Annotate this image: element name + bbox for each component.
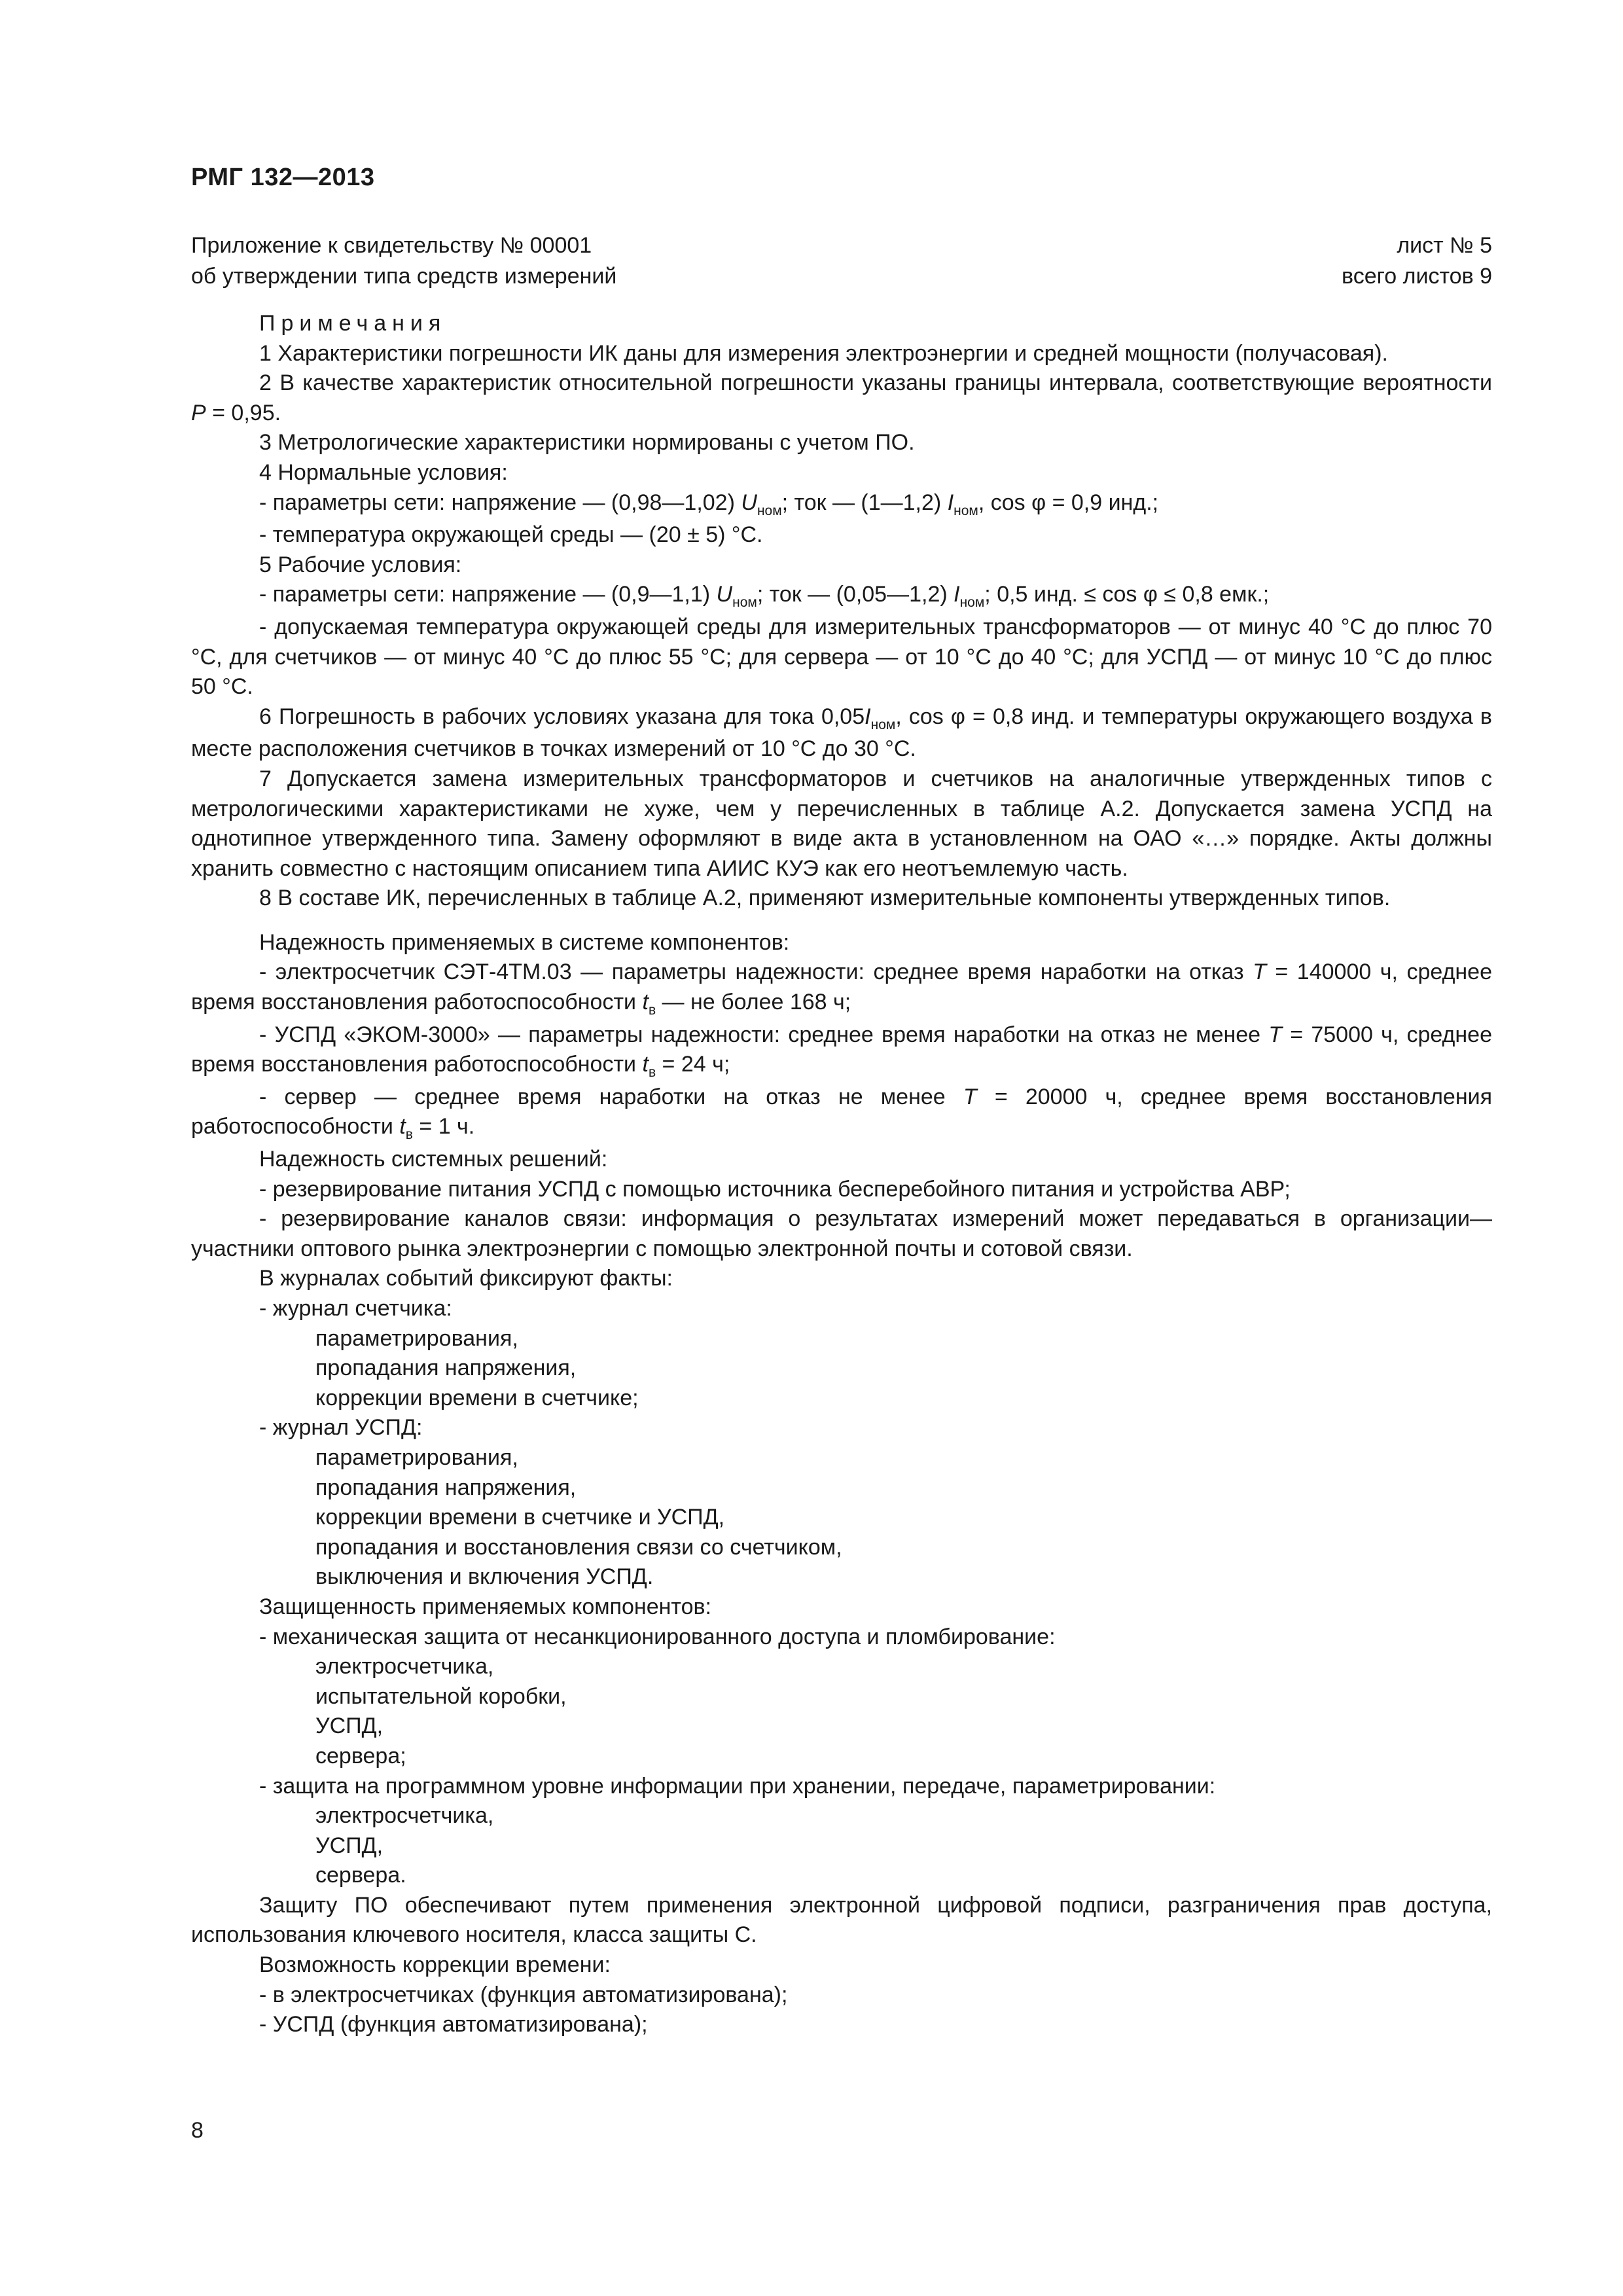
document-code: РМГ 132—2013: [191, 164, 375, 191]
page-number: 8: [191, 2118, 204, 2143]
mechanical-protection-title: - механическая защита от несанкционированного доступа и пломбирование:: [259, 1624, 1056, 1649]
header-left-line-1: Приложение к свидетельству № 00001: [191, 233, 592, 258]
list-item: электросчетчика,: [315, 1803, 494, 1829]
list-item: коррекции времени в счетчике;: [315, 1385, 639, 1410]
meter-log-title: - журнал счетчика:: [259, 1296, 452, 1321]
time-correction-title: Возможность коррекции времени:: [259, 1952, 611, 1978]
list-item: сервера.: [315, 1863, 406, 1888]
list-item: испытательной коробки,: [315, 1683, 567, 1709]
note-8: 8 В составе ИК, перечисленных в таблице А.2, применяют измерительные компоненты утвержденных типов.: [259, 886, 1391, 911]
list-item: УСПД,: [315, 1833, 383, 1858]
note-5-temperature: - допускаемая температура окружающей среды для измерительных трансформаторов — от минус 40 °С до плюс 70 °С, для счетчиков — от минус 40 °С до плюс 55 °С; для сервера — от 10 °С до 40 °С; для УСПД — от минус 10 °С до плюс 50 °С.: [191, 614, 1492, 700]
note-4: 4 Нормальные условия:: [259, 459, 508, 485]
reliability-uspd: - УСПД «ЭКОМ-3000» — параметры надежности: среднее время наработки на отказ не менее T = 75000 ч, среднее время восстановления работоспособности $t_в = 24$ ч;: [191, 1022, 1492, 1081]
system-channel-reserve: - резервирование каналов связи: информация о результатах измерений может передаваться в организации—участники оптового рынка электроэнергии с помощью электронной почты и сотовой связи.: [191, 1206, 1492, 1261]
reliability-server: - сервер — среднее время наработки на отказ не менее T = 20000 ч, среднее время восстановления работоспособности $t_в = 1$ ч.: [191, 1084, 1493, 1143]
list-item: пропадания напряжения,: [315, 1475, 577, 1500]
note-2: 2 В качестве характеристик относительной погрешности указаны границы интервала, соответствующие вероятности P = 0,95.: [191, 370, 1492, 425]
note-5: 5 Рабочие условия:: [259, 552, 462, 577]
list-item: УСПД,: [315, 1713, 383, 1739]
list-item: электросчетчика,: [315, 1654, 494, 1679]
list-item: - в электросчетчиках (функция автоматизирована);: [259, 1982, 788, 2007]
system-title: Надежность системных решений:: [259, 1147, 608, 1172]
total-sheets: всего листов 9: [1342, 264, 1492, 289]
list-item: параметрирования,: [315, 1444, 518, 1470]
list-item: сервера;: [315, 1743, 406, 1768]
note-6: 6 Погрешность в рабочих условиях указана для тока $0,05I_{ном}$, cos φ = 0,8 инд. и температуры окружающего воздуха в месте расположения счетчиков в точках измерений от 10 °С до 30 °С.: [191, 704, 1492, 762]
system-power-reserve: - резервирование питания УСПД с помощью источника бесперебойного питания и устройства АВР;: [259, 1176, 1291, 1202]
header-left-line-2: об утверждении типа средств измерений: [191, 264, 617, 289]
protection-title: Защищенность применяемых компонентов:: [259, 1594, 711, 1619]
uspd-log-title: - журнал УСПД:: [259, 1415, 423, 1441]
list-item: выключения и включения УСПД.: [315, 1564, 654, 1590]
document-body: [191, 309, 1492, 2040]
appendix-header-right: [1342, 230, 1492, 292]
note-5-network: - параметры сети: напряжение — (0,9—1,1) $U_{ном}$; ток — (0,05—1,2) $I_{ном}$; 0,5 инд. ≤ cos φ ≤ 0,8 емк.;: [259, 582, 1270, 611]
logs-title: В журналах событий фиксируют факты:: [259, 1266, 673, 1291]
notes-title: Примечания: [259, 311, 447, 336]
note-4-network: - параметры сети: напряжение — (0,98—1,02) $U_{ном}$; ток — (1—1,2) $I_{ном}$, cos φ = 0,9 инд.;: [259, 490, 1159, 518]
list-item: - УСПД (функция автоматизирована);: [259, 2012, 648, 2037]
note-3: 3 Метрологические характеристики нормированы с учетом ПО.: [259, 430, 915, 456]
note-7: 7 Допускается замена измерительных трансформаторов и счетчиков на аналогичные утвержденных типов с метрологическими характеристиками не хуже, чем у перечисленных в таблице А.2. Допускается замена УСПД на однотипное утвержденного типа. Замену оформляют в виде акта в установленном на ОАО «…» порядке. Акты должны хранить совместно с настоящим описанием типа АИИС КУЭ как его неотъемлемую часть.: [191, 766, 1492, 881]
list-item: коррекции времени в счетчике и УСПД,: [315, 1505, 725, 1530]
sheet-number: лист № 5: [1397, 233, 1492, 258]
list-item: параметрирования,: [315, 1325, 518, 1351]
note-4-temperature: - температура окружающей среды — (20 ± 5) °С.: [259, 522, 763, 548]
list-item: пропадания и восстановления связи со счетчиком,: [315, 1534, 842, 1560]
software-protection-title: - защита на программном уровне информации при хранении, передаче, параметрировании:: [259, 1773, 1216, 1799]
reliability-title: Надежность применяемых в системе компонентов:: [259, 929, 790, 955]
list-item: пропадания напряжения,: [315, 1355, 577, 1381]
reliability-meter: - электросчетчик СЭТ-4ТМ.03 — параметры надежности: среднее время наработки на отказ T = 140000 ч, среднее время восстановления работоспособности $t_в$ — не более 168 ч;: [191, 960, 1493, 1018]
note-1: 1 Характеристики погрешности ИК даны для измерения электроэнергии и средней мощности (получасовая).: [259, 340, 1388, 366]
appendix-header-left: [191, 230, 616, 292]
software-protection-text: Защиту ПО обеспечивают путем применения электронной цифровой подписи, разграничения прав доступа, использования ключевого носителя, класса защиты С.: [191, 1892, 1492, 1948]
